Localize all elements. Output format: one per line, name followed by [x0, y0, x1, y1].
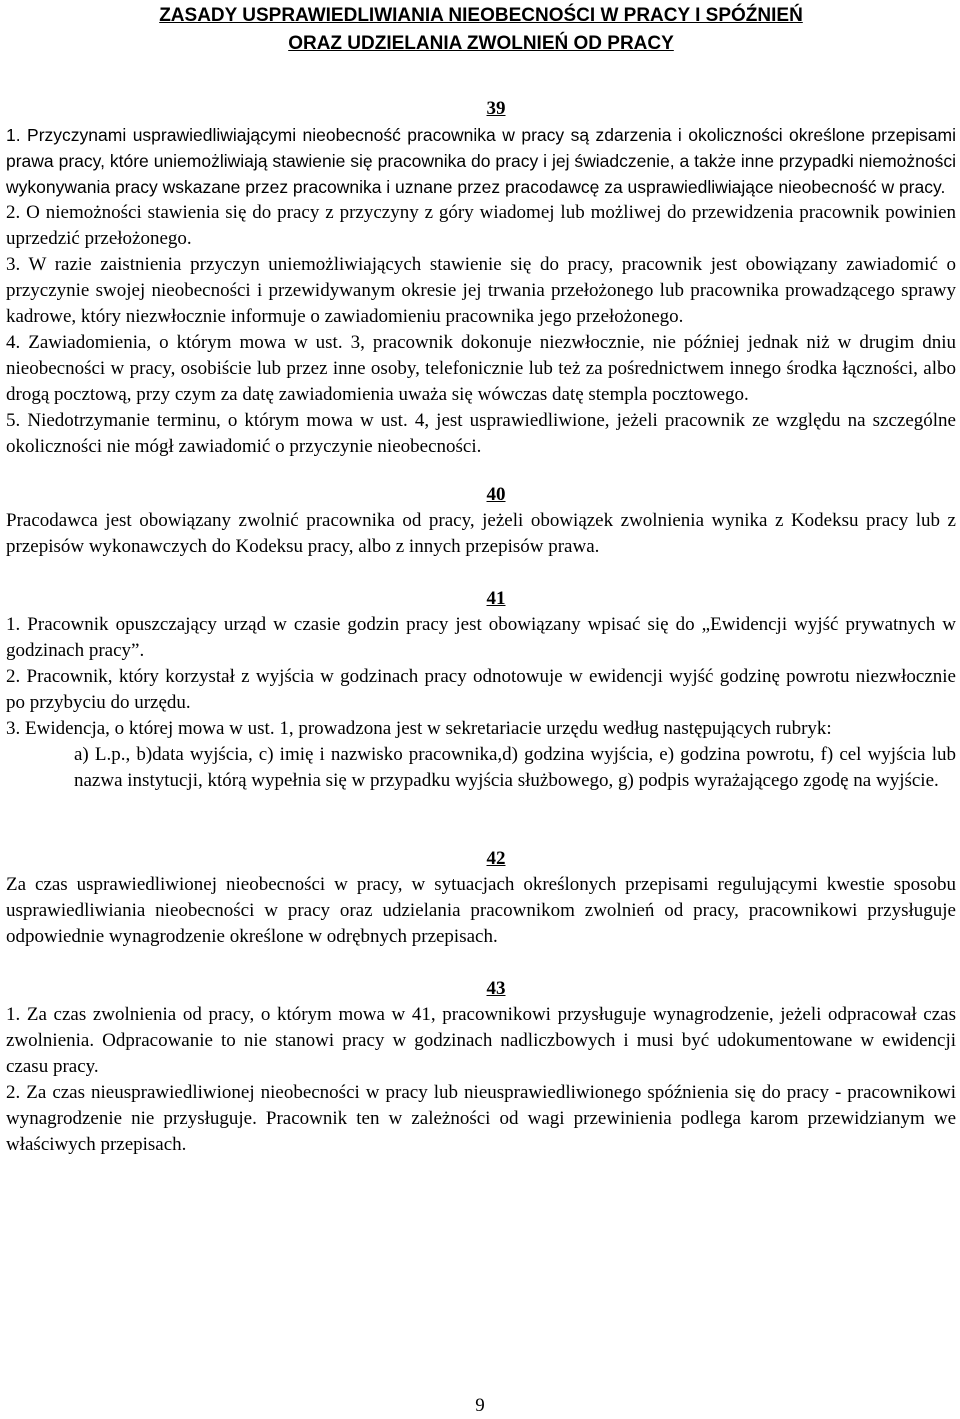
paragraph-42: Za czas usprawiedliwionej nieobecności w pracy, w sytuacjach określonych przepisami regulującymi kwestie sposobu usprawiedliwiania nieobecności w pracy oraz udzielania pracownikom zwolnień od pracy, pracownikowi przysługuje odpowiednie wynagrodzenie określone w odrębnych przepisach. [6, 874, 956, 947]
section-41 [6, 586, 956, 794]
paragraph-41-3: 3. Ewidencja, o której mowa w ust. 1, prowadzona jest w sekretariacie urzędu według następujących rubryk: [6, 718, 832, 739]
section-number: 42 [486, 848, 506, 869]
page-number: 9 [475, 1395, 485, 1416]
document-page [6, 0, 956, 1158]
paragraph-40: Pracodawca jest obowiązany zwolnić pracownika od pracy, jeżeli obowiązek zwolnienia wynika z Kodeksu pracy lub z przepisów wykonawczych do Kodeksu pracy, albo z innych przepisów prawa. [6, 510, 956, 557]
section-40 [6, 482, 956, 560]
section-number: 40 [486, 484, 506, 505]
section-number: 39 [486, 98, 506, 119]
paragraph-39-3: 3. W razie zaistnienia przyczyn uniemożliwiających stawienie się do pracy, pracownik jest obowiązany zawiadomić o przyczynie swojej nieobecności i przewidywanym okresie jej trwania przełożonego lub pracownika prowadzącego sprawy kadrowe, który niezwłocznie informuje o zawiadomieniu pracownika jego przełożonego. [6, 254, 956, 327]
section-43 [6, 976, 956, 1158]
title-line-1: ZASADY USPRAWIEDLIWIANIA NIEOBECNOŚCI W PRACY I SPÓŹNIEŃ [159, 5, 803, 26]
section-heading [6, 846, 956, 872]
section-heading [6, 96, 956, 122]
paragraph-39-1: 1. Przyczynami usprawiedliwiającymi nieobecność pracownika w pracy są zdarzenia i okoliczności określone przepisami prawa pracy, które uniemożliwiają stawienie się pracownika do pracy i jej świadczenie, a także inne przypadki niemożności wykonywania pracy wskazane przez pracownika i uznane przez pracodawcę za usprawiedliwiające nieobecność w pracy. [6, 125, 956, 197]
paragraph-43-1: 1. Za czas zwolnienia od pracy, o którym mowa w 41, pracownikowi przysługuje wynagrodzenie, jeżeli odpracował czas zwolnienia. Odpracowanie to nie stanowi pracy w godzinach nadliczbowych i musi być udokumentowane w ewidencji czasu pracy. [6, 1004, 956, 1077]
paragraph-39-2: 2. O niemożności stawienia się do pracy z przyczyny z góry wiadomej lub możliwej do przewidzenia pracownik powinien uprzedzić przełożonego. [6, 202, 956, 249]
rubrics-list: a) L.p., b)data wyjścia, c) imię i nazwisko pracownika,d) godzina wyjścia, e) godzina powrotu, f) cel wyjścia lub nazwa instytucji, którą wypełnia się w przypadku wyjścia służbowego, g) podpis wyrażającego zgodę na wyjście. [74, 744, 956, 791]
section-heading [6, 976, 956, 1002]
paragraph-39-4: 4. Zawiadomienia, o którym mowa w ust. 3, pracownik dokonuje niezwłocznie, nie później jednak niż w drugim dniu nieobecności w pracy, osobiście lub przez inne osoby, telefonicznie lub też za pośrednictwem innego środka łączności, albo drogą pocztową, przy czym za datę zawiadomienia uważa się wówczas datę stempla pocztowego. [6, 332, 956, 405]
paragraph-41-2: 2. Pracownik, który korzystał z wyjścia w godzinach pracy odnotowuje w ewidencji wyjść godzinę powrotu niezwłocznie po przybyciu do urzędu. [6, 666, 956, 713]
title-line-2: ORAZ UDZIELANIA ZWOLNIEŃ OD PRACY [288, 33, 674, 54]
paragraph-39-5: 5. Niedotrzymanie terminu, o którym mowa w ust. 4, jest usprawiedliwione, jeżeli pracownik ze względu na szczególne okoliczności nie mógł zawiadomić o przyczynie nieobecności. [6, 410, 956, 457]
paragraph-41-1: 1. Pracownik opuszczający urząd w czasie godzin pracy jest obowiązany wpisać się do „Ewidencji wyjść prywatnych w godzinach pracy”. [6, 614, 956, 661]
section-heading [6, 482, 956, 508]
section-39 [6, 96, 956, 460]
section-heading [6, 586, 956, 612]
section-42 [6, 846, 956, 950]
paragraph-43-2: 2. Za czas nieusprawiedliwionej nieobecności w pracy lub nieusprawiedliwionego spóźnienia się do pracy - pracownikowi wynagrodzenie nie przysługuje. Pracownik ten w zależności od wagi przewinienia podlega karom przewidzianym we właściwych przepisach. [6, 1082, 956, 1155]
document-title [6, 2, 956, 58]
section-number: 41 [486, 588, 506, 609]
section-number: 43 [486, 978, 506, 999]
